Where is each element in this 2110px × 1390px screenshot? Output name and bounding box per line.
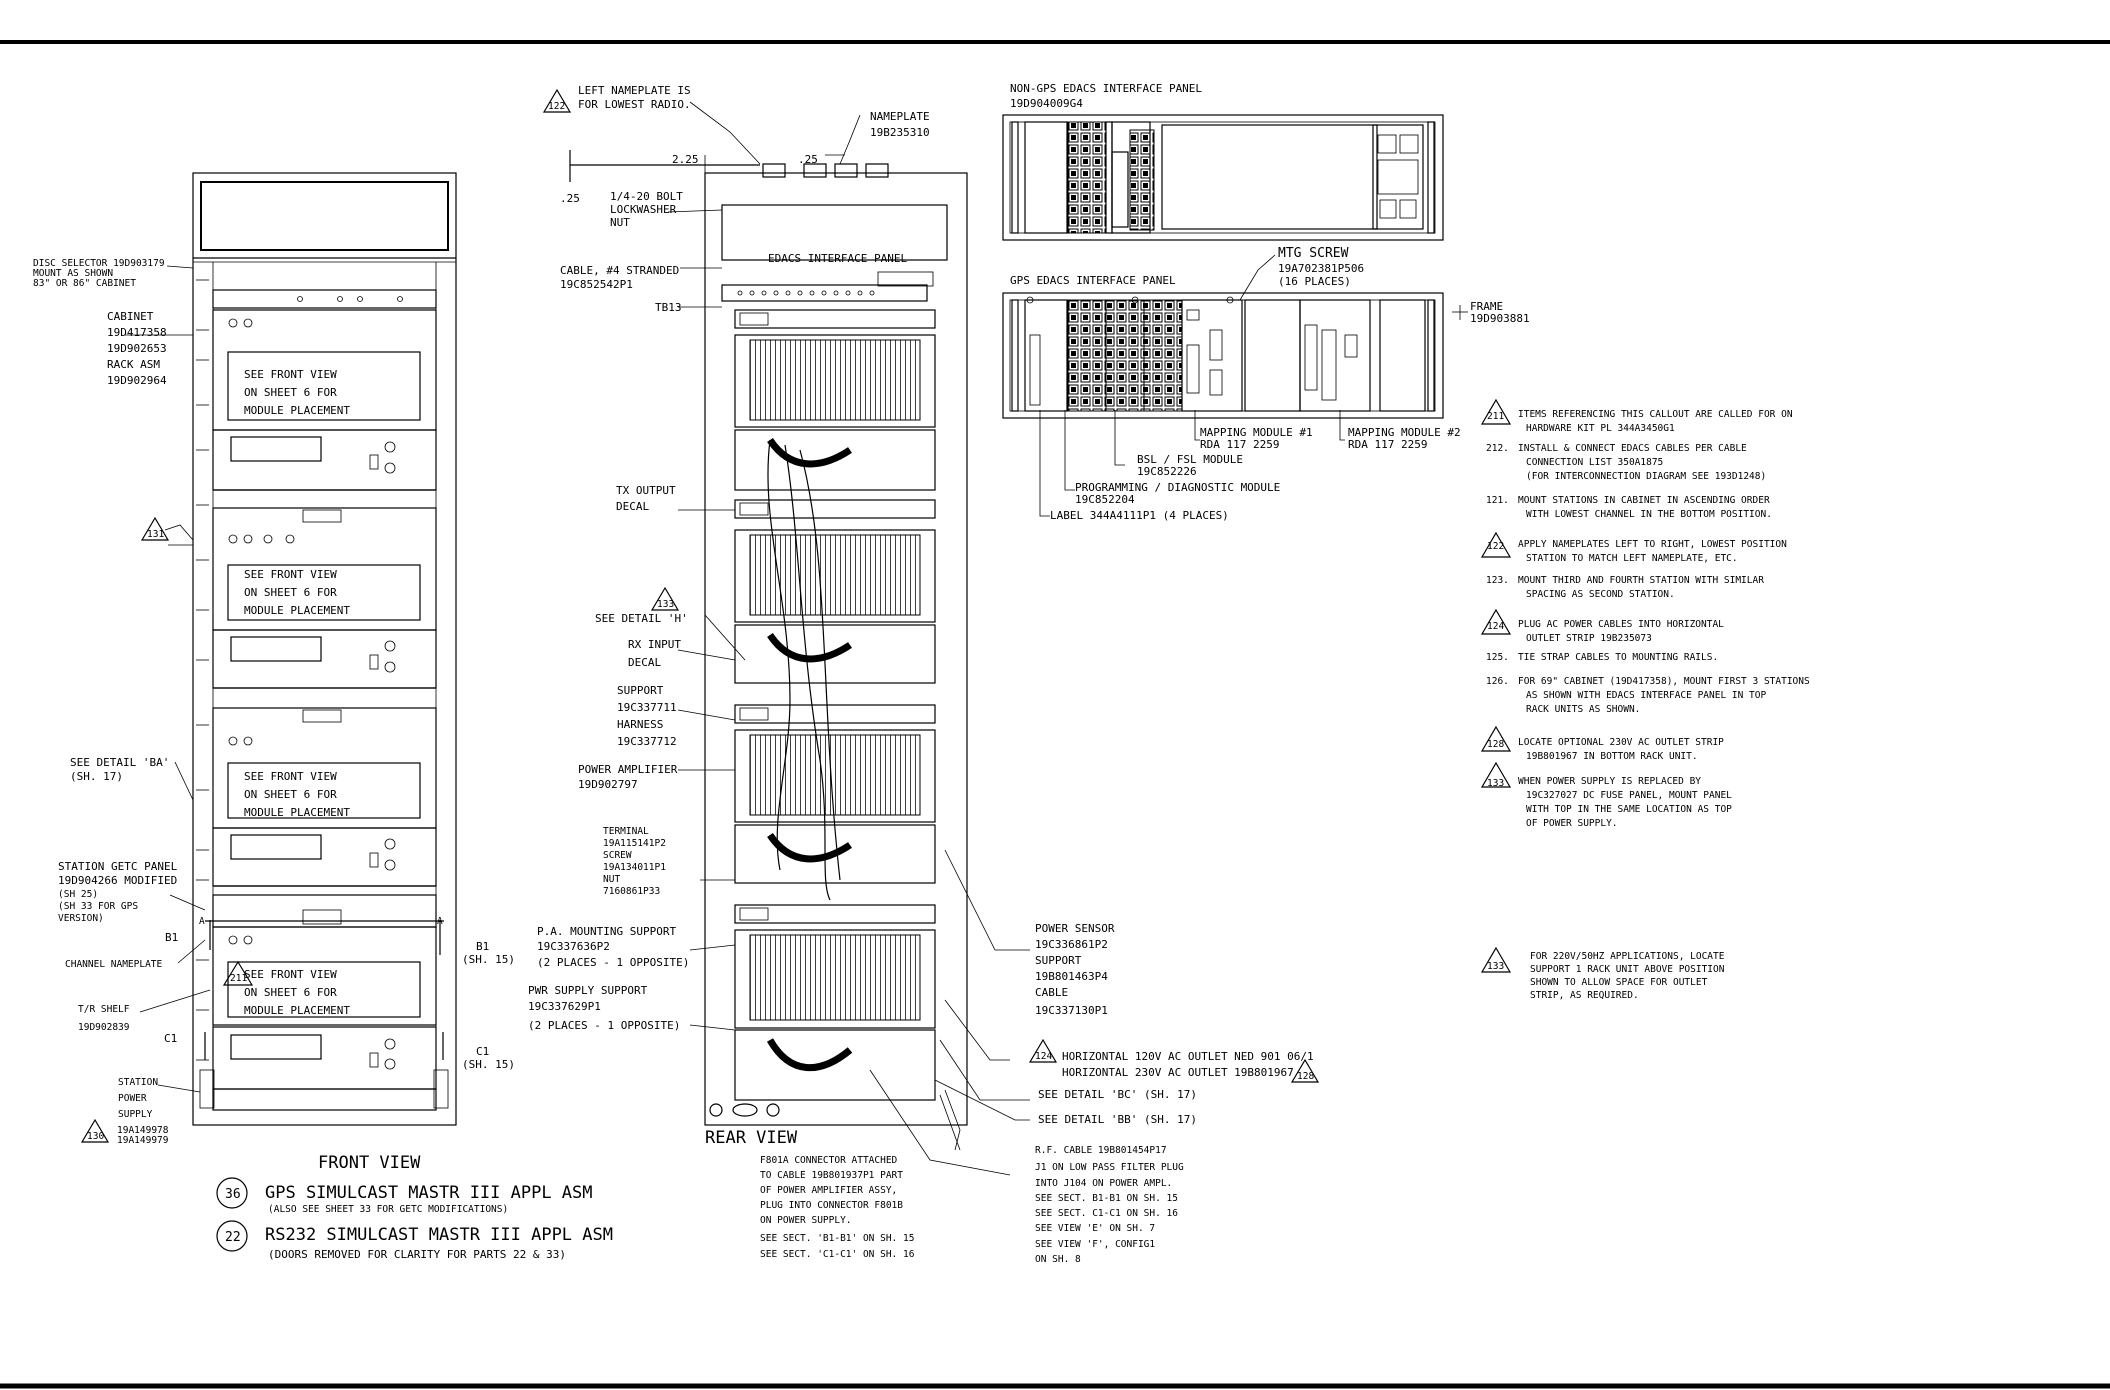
mapping2-1: MAPPING MODULE #2 — [1348, 426, 1461, 439]
power-amp-2: 19D902797 — [578, 778, 638, 791]
f801a-4: PLUG INTO CONNECTOR F801B — [760, 1200, 903, 1211]
note-number: 122 — [1487, 541, 1505, 552]
cabinet-5: 19D902964 — [107, 374, 167, 387]
note-number: 128 — [1487, 739, 1505, 750]
dim-25b: .25 — [560, 192, 580, 205]
sfv4-2: ON SHEET 6 FOR — [244, 986, 337, 999]
mapping1-1: MAPPING MODULE #1 — [1200, 426, 1313, 439]
terminal-3: SCREW — [603, 850, 632, 861]
cabinet-3: 19D902653 — [107, 342, 167, 355]
frame-2: 19D903881 — [1470, 312, 1530, 325]
note-number: 126. — [1486, 676, 1509, 687]
f801a-3: OF POWER AMPLIFIER ASSY, — [760, 1185, 898, 1196]
rf-cable-8: ON SH. 8 — [1035, 1254, 1081, 1265]
note-number: 133 — [1487, 778, 1505, 789]
station-power-3: SUPPLY — [118, 1109, 153, 1120]
f801a-6: SEE SECT. 'B1-B1' ON SH. 15 — [760, 1233, 915, 1244]
bsl-2: 19C852226 — [1137, 465, 1197, 478]
note-line: WITH TOP IN THE SAME LOCATION AS TOP — [1526, 804, 1732, 815]
note-line: MOUNT THIRD AND FOURTH STATION WITH SIMILAR — [1518, 575, 1764, 586]
station-power-5: 19A149979 — [117, 1135, 169, 1146]
note-line: MOUNT STATIONS IN CABINET IN ASCENDING ORDER — [1518, 495, 1770, 506]
getc-5: VERSION) — [58, 913, 104, 924]
terminal-4: 19A134011P1 — [603, 862, 666, 873]
item-36-line-1: GPS SIMULCAST MASTR III APPL ASM — [265, 1183, 593, 1203]
b1-left: B1 — [165, 931, 179, 944]
mapping2-2: RDA 117 2259 — [1348, 438, 1428, 451]
dim-225: 2.25 — [672, 153, 699, 166]
general-notes — [1486, 409, 1810, 829]
pwr-support-3: (2 PLACES - 1 OPPOSITE) — [528, 1019, 681, 1032]
note-line: AS SHOWN WITH EDACS INTERFACE PANEL IN TOP — [1526, 690, 1767, 701]
tb13: TB13 — [655, 301, 682, 314]
note-line: WHEN POWER SUPPLY IS REPLACED BY — [1518, 776, 1702, 787]
terminal-2: 19A115141P2 — [603, 838, 666, 849]
label-344: LABEL 344A4111P1 (4 PLACES) — [1050, 509, 1229, 522]
power-sensor-2: 19C336861P2 — [1035, 938, 1108, 951]
sfv1-3: MODULE PLACEMENT — [244, 404, 350, 417]
sfv4-3: MODULE PLACEMENT — [244, 1004, 350, 1017]
callout-122-num: 122 — [548, 101, 566, 112]
see-detail-bc: SEE DETAIL 'BC' (SH. 17) — [1038, 1088, 1197, 1101]
sfv3-1: SEE FRONT VIEW — [244, 770, 337, 783]
terminal-1: TERMINAL — [603, 826, 649, 837]
pwr-support-1: PWR SUPPLY SUPPORT — [528, 984, 648, 997]
station-power-2: POWER — [118, 1093, 147, 1104]
rf-cable-5: SEE SECT. C1-C1 ON SH. 16 — [1035, 1208, 1178, 1219]
callout-131-num: 131 — [147, 529, 165, 540]
getc-4: (SH 33 FOR GPS — [58, 901, 139, 912]
note-line: RACK UNITS AS SHOWN. — [1526, 704, 1641, 715]
note-line: CONNECTION LIST 350A1875 — [1526, 457, 1664, 468]
sfv2-1: SEE FRONT VIEW — [244, 568, 337, 581]
disc-selector-3: 83" OR 86" CABINET — [33, 278, 136, 289]
mapping1-2: RDA 117 2259 — [1200, 438, 1280, 451]
non-gps-1: NON-GPS EDACS INTERFACE PANEL — [1010, 82, 1203, 95]
getc-1: STATION GETC PANEL — [58, 860, 178, 873]
tr-shelf-1: T/R SHELF — [78, 1004, 130, 1015]
item-36-num: 36 — [225, 1187, 241, 1202]
horizontal-2: HORIZONTAL 230V AC OUTLET 19B801967 — [1062, 1066, 1294, 1079]
callout-128-num: 128 — [1297, 1071, 1315, 1082]
disc-selector-1: DISC SELECTOR 19D903179 — [33, 258, 165, 269]
note-line: OUTLET STRIP 19B235073 — [1526, 633, 1652, 644]
note-line: 19C327027 DC FUSE PANEL, MOUNT PANEL — [1526, 790, 1732, 801]
tx-output-2: DECAL — [616, 500, 650, 513]
pwr-support-2: 19C337629P1 — [528, 1000, 601, 1013]
gps-panel — [1003, 293, 1443, 418]
see-detail-h: SEE DETAIL 'H' — [595, 612, 688, 625]
sfv2-3: MODULE PLACEMENT — [244, 604, 350, 617]
non-gps-2: 19D904009G4 — [1010, 97, 1083, 110]
left-nameplate-1: LEFT NAMEPLATE IS — [578, 84, 691, 97]
note-line: (FOR INTERCONNECTION DIAGRAM SEE 193D1248) — [1526, 471, 1767, 482]
station-power-4: 19A149978 — [117, 1125, 169, 1136]
disc-selector-2: MOUNT AS SHOWN — [33, 268, 114, 279]
channel-nameplate: CHANNEL NAMEPLATE — [65, 959, 163, 970]
sfv3-3: MODULE PLACEMENT — [244, 806, 350, 819]
sfv3-2: ON SHEET 6 FOR — [244, 788, 337, 801]
non-gps-panel — [1003, 115, 1443, 240]
callout-texts — [1035, 922, 1314, 1265]
rx-input-2: DECAL — [628, 656, 662, 669]
rf-cable-3: INTO J104 ON POWER AMPL. — [1035, 1178, 1173, 1189]
power-amp-1: POWER AMPLIFIER — [578, 763, 678, 776]
power-sensor-4: 19B801463P4 — [1035, 970, 1108, 983]
cable4-1: CABLE, #4 STRANDED — [560, 264, 680, 277]
power-sensor-3: SUPPORT — [1035, 954, 1082, 967]
support-2: 19C337711 — [617, 701, 677, 714]
cable4-2: 19C852542P1 — [560, 278, 633, 291]
note-220v-1: FOR 220V/50HZ APPLICATIONS, LOCATE — [1530, 951, 1725, 962]
sfv2-2: ON SHEET 6 FOR — [244, 586, 337, 599]
dim-25: .25 — [798, 153, 818, 166]
mtg-screw-2: 19A702381P506 — [1278, 262, 1365, 275]
programming-1: PROGRAMMING / DIAGNOSTIC MODULE — [1075, 481, 1281, 494]
note-number: 121. — [1486, 495, 1509, 506]
c1-left: C1 — [164, 1032, 178, 1045]
front-view — [125, 173, 456, 1125]
see-detail-ba-2: (SH. 17) — [70, 770, 123, 783]
front-station-1 — [213, 310, 436, 490]
b1-right-2: (SH. 15) — [462, 953, 515, 966]
front-view-title: FRONT VIEW — [318, 1153, 421, 1173]
pa-support-3: (2 PLACES - 1 OPPOSITE) — [537, 956, 690, 969]
pa-support-2: 19C337636P2 — [537, 940, 610, 953]
sfv1-1: SEE FRONT VIEW — [244, 368, 337, 381]
power-sensor-1: POWER SENSOR — [1035, 922, 1115, 935]
rf-cable-2: J1 ON LOW PASS FILTER PLUG — [1035, 1162, 1184, 1173]
callout-211-num: 211 — [230, 973, 248, 984]
bolt-1: 1/4-20 BOLT — [610, 190, 683, 203]
note-220v-4: STRIP, AS REQUIRED. — [1530, 990, 1639, 1001]
see-detail-bb: SEE DETAIL 'BB' (SH. 17) — [1038, 1113, 1197, 1126]
rear-station-1 — [735, 310, 935, 518]
a-mark-1: A — [199, 916, 205, 927]
b1-right-1: B1 — [476, 940, 490, 953]
tx-output-1: TX OUTPUT — [616, 484, 676, 497]
cabinet-2: 19D417358 — [107, 326, 167, 339]
nameplate-2: 19B235310 — [870, 126, 930, 139]
note-220v-num: 133 — [1487, 961, 1505, 972]
f801a-1: F801A CONNECTOR ATTACHED — [760, 1155, 898, 1166]
bolt-3: NUT — [610, 216, 630, 229]
rear-view-title: REAR VIEW — [705, 1128, 798, 1148]
horizontal-1: HORIZONTAL 120V AC OUTLET NED 901 06/1 — [1062, 1050, 1314, 1063]
callout-130-num: 130 — [87, 1131, 105, 1142]
edacs-interface: EDACS INTERFACE PANEL — [768, 252, 908, 265]
rf-cable-7: SEE VIEW 'F', CONFIG1 — [1035, 1239, 1156, 1250]
rx-input-1: RX INPUT — [628, 638, 681, 651]
sfv4-1: SEE FRONT VIEW — [244, 968, 337, 981]
pa-support-1: P.A. MOUNTING SUPPORT — [537, 925, 677, 938]
note-220v-3: SHOWN TO ALLOW SPACE FOR OUTLET — [1530, 977, 1708, 988]
note-line: APPLY NAMEPLATES LEFT TO RIGHT, LOWEST POSITION — [1518, 539, 1787, 550]
support-1: SUPPORT — [617, 684, 664, 697]
note-line: FOR 69" CABINET (19D417358), MOUNT FIRST 3 STATIONS — [1518, 676, 1810, 687]
f801a-7: SEE SECT. 'C1-C1' ON SH. 16 — [760, 1249, 915, 1260]
note-number: 124 — [1487, 621, 1505, 632]
note-line: 19B801967 IN BOTTOM RACK UNIT. — [1526, 751, 1698, 762]
sfv1-2: ON SHEET 6 FOR — [244, 386, 337, 399]
tr-shelf-2: 19D902839 — [78, 1022, 130, 1033]
note-number: 211 — [1487, 411, 1505, 422]
frame-1: FRAME — [1470, 300, 1504, 313]
support-3: HARNESS — [617, 718, 664, 731]
bolt-2: LOCKWASHER — [610, 203, 677, 216]
cabinet-4: RACK ASM — [107, 358, 160, 371]
c1-right-1: C1 — [476, 1045, 490, 1058]
callout-124-num: 124 — [1035, 1051, 1053, 1062]
f801a-5: ON POWER SUPPLY. — [760, 1215, 852, 1226]
rf-cable-1: R.F. CABLE 19B801454P17 — [1035, 1145, 1167, 1156]
bsl-1: BSL / FSL MODULE — [1137, 453, 1243, 466]
item-22-num: 22 — [225, 1230, 241, 1245]
note-line: LOCATE OPTIONAL 230V AC OUTLET STRIP — [1518, 737, 1724, 748]
rf-cable-4: SEE SECT. B1-B1 ON SH. 15 — [1035, 1193, 1178, 1204]
rf-cable-6: SEE VIEW 'E' ON SH. 7 — [1035, 1223, 1156, 1234]
terminal-6: 7160861P33 — [603, 886, 661, 897]
see-detail-ba-1: SEE DETAIL 'BA' — [70, 756, 170, 769]
power-sensor-6: 19C337130P1 — [1035, 1004, 1108, 1017]
c1-right-2: (SH. 15) — [462, 1058, 515, 1071]
programming-2: 19C852204 — [1075, 493, 1135, 506]
f801a-2: TO CABLE 19B801937P1 PART — [760, 1170, 903, 1181]
note-line: OF POWER SUPPLY. — [1526, 818, 1618, 829]
getc-2: 19D904266 MODIFIED — [58, 874, 178, 887]
note-line: ITEMS REFERENCING THIS CALLOUT ARE CALLED FOR ON — [1518, 409, 1793, 420]
note-line: WITH LOWEST CHANNEL IN THE BOTTOM POSITION. — [1526, 509, 1772, 520]
note-number: 125. — [1486, 652, 1509, 663]
note-line: HARDWARE KIT PL 344A3450G1 — [1526, 423, 1675, 434]
station-power-1: STATION — [118, 1077, 159, 1088]
note-line: SPACING AS SECOND STATION. — [1526, 589, 1675, 600]
left-nameplate-2: FOR LOWEST RADIO. — [578, 98, 691, 111]
note-line: STATION TO MATCH LEFT NAMEPLATE, ETC. — [1526, 553, 1738, 564]
a-mark-2: A — [437, 916, 443, 927]
getc-3: (SH 25) — [58, 889, 99, 900]
item-36-line-2: (ALSO SEE SHEET 33 FOR GETC MODIFICATIONS) — [268, 1204, 509, 1215]
callout-133-num: 133 — [657, 599, 675, 610]
cabinet-1: CABINET — [107, 310, 154, 323]
note-number: 123. — [1486, 575, 1509, 586]
mtg-screw-3: (16 PLACES) — [1278, 275, 1351, 288]
power-sensor-5: CABLE — [1035, 986, 1069, 999]
note-line: INSTALL & CONNECT EDACS CABLES PER CABLE — [1518, 443, 1747, 454]
support-4: 19C337712 — [617, 735, 677, 748]
nameplate-1: NAMEPLATE — [870, 110, 930, 123]
gps-title: GPS EDACS INTERFACE PANEL — [1010, 274, 1176, 287]
item-22-line-1: RS232 SIMULCAST MASTR III APPL ASM — [265, 1225, 613, 1245]
item-22-line-2: (DOORS REMOVED FOR CLARITY FOR PARTS 22 & 33) — [268, 1248, 567, 1261]
terminal-5: NUT — [603, 874, 621, 885]
note-line: TIE STRAP CABLES TO MOUNTING RAILS. — [1518, 652, 1719, 663]
note-220v-2: SUPPORT 1 RACK UNIT ABOVE POSITION — [1530, 964, 1725, 975]
mtg-screw-1: MTG SCREW — [1278, 246, 1349, 261]
rear-station-4 — [735, 930, 935, 1100]
note-220v — [1487, 951, 1725, 1001]
front-station-4 — [205, 895, 444, 1110]
rear-station-2 — [735, 530, 935, 723]
note-number: 212. — [1486, 443, 1509, 454]
note-line: PLUG AC POWER CABLES INTO HORIZONTAL — [1518, 619, 1724, 630]
